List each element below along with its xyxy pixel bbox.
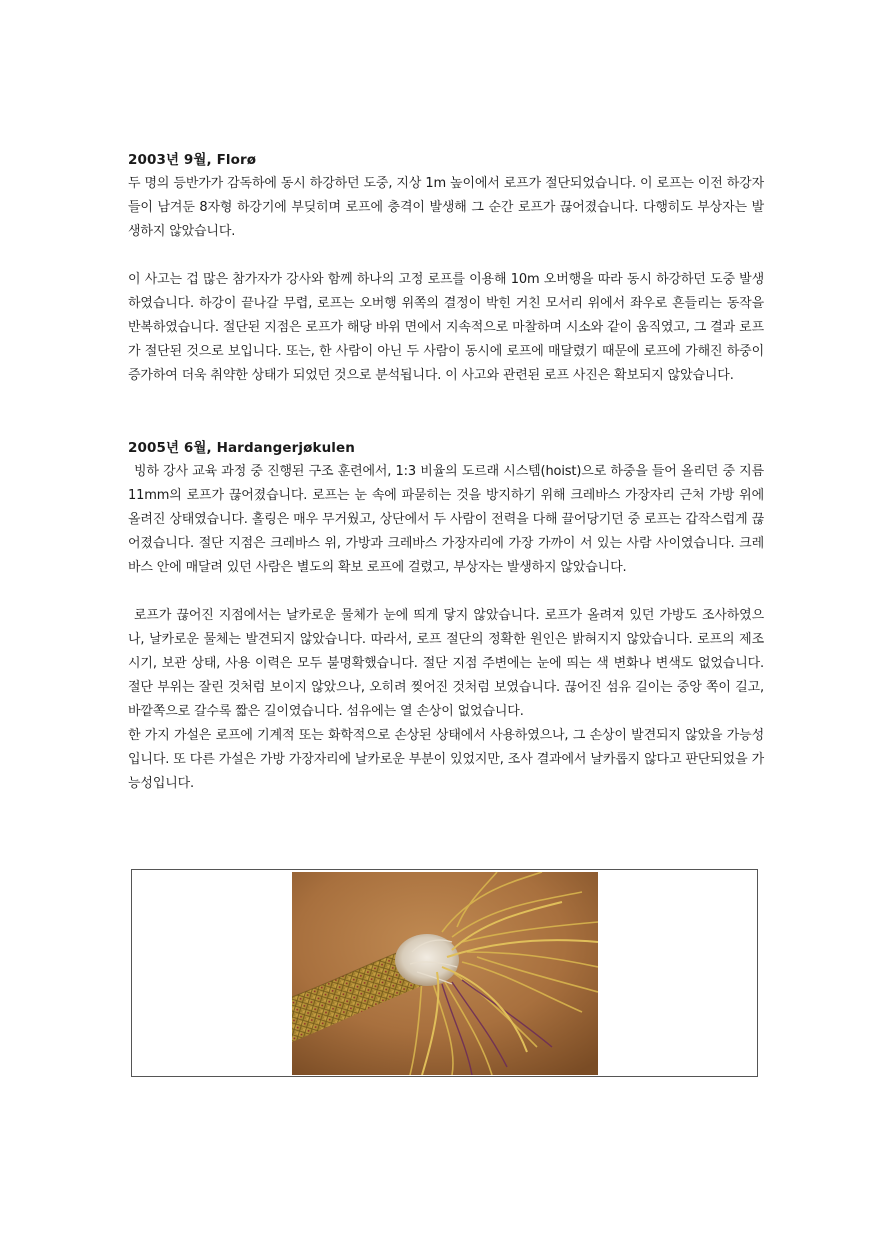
torn-rope-photo: [292, 872, 598, 1075]
incident-2003-paragraph-1: 두 명의 등반가가 감독하에 동시 하강하던 도중, 지상 1m 높이에서 로프가 절단되었습니다. 이 로프는 이전 하강자들이 남겨둔 8자형 하강기에 부딪히며 로프에 충격이 발생해 그 순간 로프가 끊어졌습니다. 다행히도 부상자는 발생하지 않았습니다.: [128, 176, 764, 239]
incident-2005-paragraph-3: 한 가지 가설은 로프에 기계적 또는 화학적으로 손상된 상태에서 사용하였으나, 그 손상이 발견되지 않았을 가능성입니다. 또 다른 가설은 가방 가장자리에 날카로운 부분이 있었지만, 조사 결과에서 날카롭지 않다고 판단되었을 가능성입니다.: [128, 728, 764, 791]
document-body: [128, 148, 764, 796]
incident-heading-2005: 2005년 6월, Hardangerjøkulen: [128, 440, 355, 456]
incident-2005-paragraph-2: 로프가 끊어진 지점에서는 날카로운 물체가 눈에 띄게 닿지 않았습니다. 로프가 올려져 있던 가방도 조사하였으나, 날카로운 물체는 발견되지 않았습니다. 따라서, 로프 절단의 정확한 원인은 밝혀지지 않았습니다. 로프의 제조 시기, 보관 상태, 사용 이력은 모두 불명확했습니다. 절단 지점 주변에는 눈에 띄는 색 변화나 변색도 없었습니다. 절단 부위는 잘린 것처럼 보이지 않았으나, 오히려 찢어진 것처럼 보였습니다. 끊어진 섬유 길이는 중앙 쪽이 길고, 바깥쪽으로 갈수록 짧은 길이였습니다. 섬유에는 열 손상이 없었습니다.: [128, 608, 764, 719]
incident-2005-paragraph-1: 빙하 강사 교육 과정 중 진행된 구조 훈련에서, 1:3 비율의 도르래 시스템(hoist)으로 하중을 들어 올리던 중 지름 11mm의 로프가 끊어졌습니다. 로프는 눈 속에 파묻히는 것을 방지하기 위해 크레바스 가장자리 근처 가방 위에 올려진 상태였습니다. 홀링은 매우 무거웠고, 상단에서 두 사람이 전력을 다해 끌어당기던 중 로프는 갑작스럽게 끊어졌습니다. 절단 지점은 크레바스 위, 가방과 크레바스 가장자리에 가장 가까이 서 있는 사람 사이였습니다. 크레바스 안에 매달려 있던 사람은 별도의 확보 로프에 걸렸고, 부상자는 발생하지 않았습니다.: [128, 464, 764, 575]
incident-2003-paragraph-2: 이 사고는 겁 많은 참가자가 강사와 함께 하나의 고정 로프를 이용해 10m 오버행을 따라 동시 하강하던 도중 발생하였습니다. 하강이 끝나갈 무렵, 로프는 오버행 위쪽의 결정이 박힌 거친 모서리 위에서 좌우로 흔들리는 동작을 반복하였습니다. 절단된 지점은 로프가 해당 바위 면에서 지속적으로 마찰하며 시소와 같이 움직였고, 그 결과 로프가 절단된 것으로 보입니다. 또는, 한 사람이 아닌 두 사람이 동시에 로프에 매달렸기 때문에 로프에 가해진 하중이 증가하여 더욱 취약한 상태가 되었던 것으로 분석됩니다. 이 사고와 관련된 로프 사진은 확보되지 않았습니다.: [128, 272, 764, 383]
incident-heading-2003: 2003년 9월, Florø: [128, 152, 257, 168]
photo-frame: [131, 869, 758, 1077]
